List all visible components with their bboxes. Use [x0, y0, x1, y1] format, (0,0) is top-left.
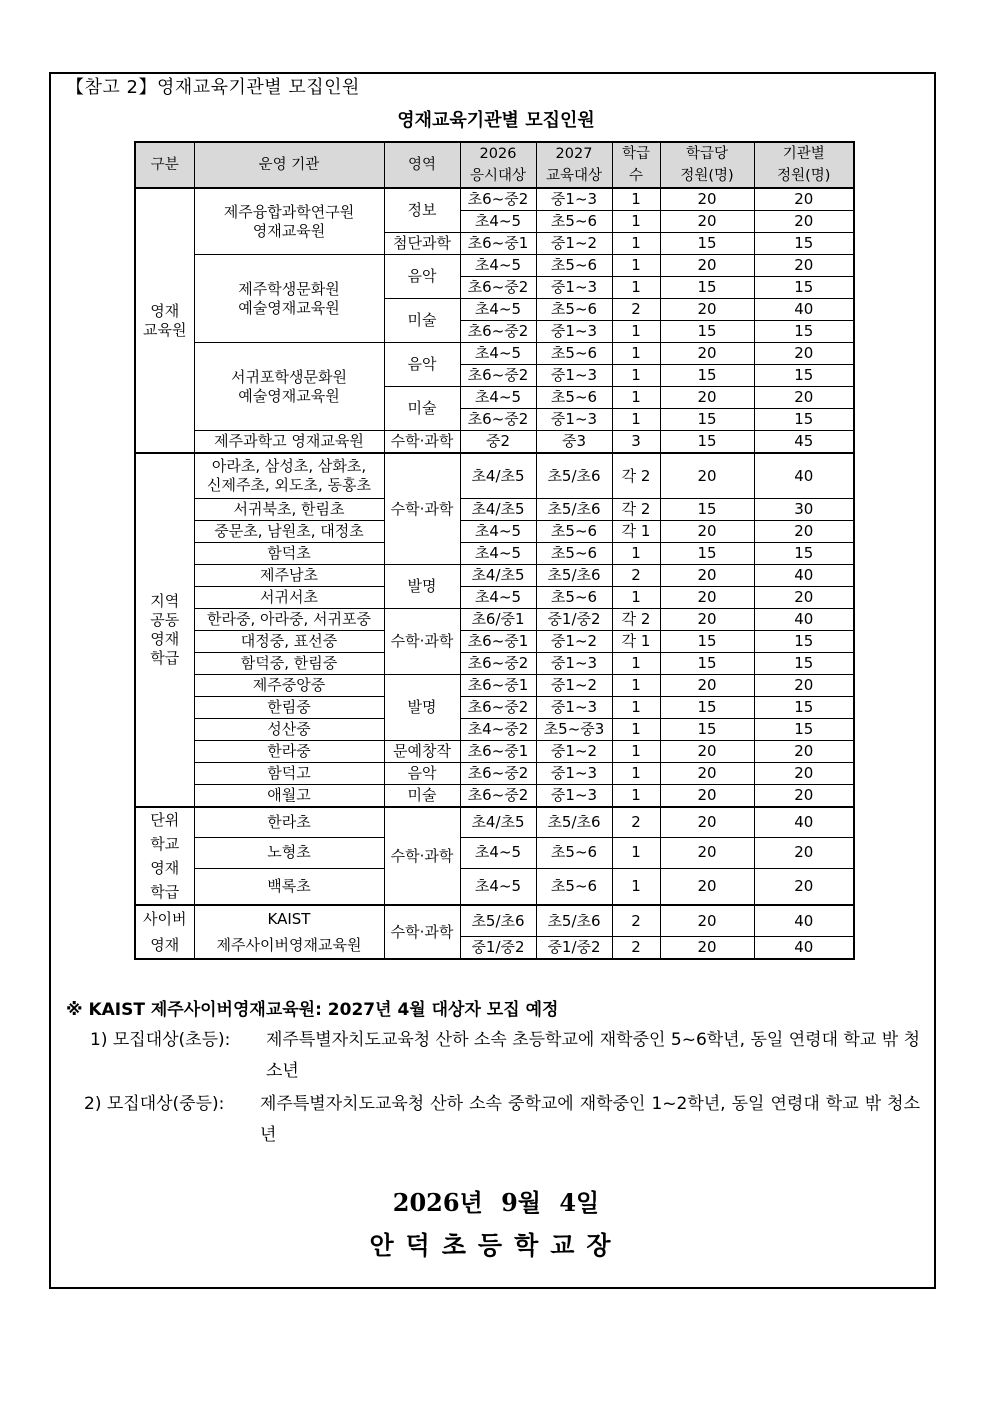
target-2027-cell: 초5~6 [536, 521, 612, 543]
per-institution-cell: 20 [754, 763, 854, 785]
classes-cell: 1 [612, 255, 660, 277]
target-2027-cell: 초5~6 [536, 299, 612, 321]
per-institution-cell: 40 [754, 299, 854, 321]
per-institution-cell: 15 [754, 365, 854, 387]
document-date: 2026년 9월 4일 [392, 1188, 600, 1217]
classes-cell: 1 [612, 697, 660, 719]
target-2026-cell: 초6~중2 [460, 365, 536, 387]
section-gifted-center: 영재 교육원 [135, 188, 194, 453]
per-institution-cell: 20 [754, 741, 854, 763]
classes-cell: 2 [612, 565, 660, 587]
per-institution-cell: 40 [754, 453, 854, 499]
table-row [135, 785, 854, 808]
per-class-cell: 15 [660, 697, 754, 719]
target-2027-cell: 중1~3 [536, 321, 612, 343]
target-2026-cell: 초6~중2 [460, 653, 536, 675]
reference-title: 【참고 2】영재교육기관별 모집인원 [66, 77, 360, 98]
target-2026-cell: 초4/초5 [460, 499, 536, 521]
field-cell: 미술 [384, 387, 460, 431]
per-class-cell: 15 [660, 321, 754, 343]
classes-cell: 2 [612, 937, 660, 960]
kaist-note: ※ KAIST 제주사이버영재교육원: 2027년 4월 대상자 모집 예정 [66, 1000, 559, 1020]
per-class-cell: 20 [660, 299, 754, 321]
classes-cell: 1 [612, 763, 660, 785]
per-class-cell: 20 [660, 837, 754, 869]
classes-cell: 2 [612, 299, 660, 321]
classes-cell: 1 [612, 277, 660, 299]
target-2026-cell: 초6~중2 [460, 188, 536, 211]
per-class-cell: 20 [660, 565, 754, 587]
per-class-cell: 15 [660, 233, 754, 255]
signer: 안덕초등학교장 [369, 1231, 623, 1260]
target-2027-cell: 초5/초6 [536, 807, 612, 837]
table-row [135, 807, 854, 837]
per-class-cell: 15 [660, 409, 754, 431]
field-cell: 수학·과학 [384, 905, 460, 959]
classes-cell: 1 [612, 343, 660, 365]
target-2026-cell: 초5/초6 [460, 905, 536, 937]
per-institution-cell: 15 [754, 409, 854, 431]
institution-cell: 백록초 [194, 869, 384, 905]
target-2027-cell: 중1/중2 [536, 609, 612, 631]
table-row [135, 431, 854, 454]
table-row [135, 741, 854, 763]
target-2026-cell: 초4~5 [460, 587, 536, 609]
target-2026-cell: 초4/초5 [460, 807, 536, 837]
institution-cell: 노형초 [194, 837, 384, 869]
field-cell: 문예창작 [384, 741, 460, 763]
per-institution-cell: 15 [754, 277, 854, 299]
per-class-cell: 20 [660, 343, 754, 365]
classes-cell: 1 [612, 719, 660, 741]
table-row [135, 521, 854, 543]
target-2027-cell: 중1~3 [536, 365, 612, 387]
table-row [135, 869, 854, 905]
field-cell: 발명 [384, 565, 460, 609]
classes-cell: 2 [612, 905, 660, 937]
per-institution-cell: 15 [754, 653, 854, 675]
target-2026-cell: 초6~중2 [460, 763, 536, 785]
institution-cell: 함덕초 [194, 543, 384, 565]
target-2026-cell: 초4~5 [460, 343, 536, 365]
header-category: 구분 [135, 142, 194, 188]
classes-cell: 1 [612, 365, 660, 387]
classes-cell: 1 [612, 653, 660, 675]
target-2026-cell: 초4~5 [460, 869, 536, 905]
field-cell: 음악 [384, 255, 460, 299]
per-institution-cell: 15 [754, 321, 854, 343]
per-institution-cell: 20 [754, 188, 854, 211]
target-2026-cell: 초6~중2 [460, 697, 536, 719]
table-row [135, 609, 854, 631]
classes-cell: 1 [612, 188, 660, 211]
classes-cell: 1 [612, 869, 660, 905]
institution-cell: 제주융합과학연구원 영재교육원 [194, 188, 384, 255]
target-2026-cell: 초6~중1 [460, 675, 536, 697]
target-2027-cell: 중1~3 [536, 785, 612, 808]
per-institution-cell: 15 [754, 543, 854, 565]
table-row [135, 675, 854, 697]
target-2027-cell: 중1/중2 [536, 937, 612, 960]
field-cell: 첨단과학 [384, 233, 460, 255]
target-2027-cell: 중1~2 [536, 233, 612, 255]
table-row [135, 453, 854, 499]
target-2026-cell: 초4~5 [460, 387, 536, 409]
table-row [135, 543, 854, 565]
classes-cell: 1 [612, 321, 660, 343]
per-institution-cell: 15 [754, 719, 854, 741]
per-institution-cell: 15 [754, 233, 854, 255]
institution-cell: 한라중 [194, 741, 384, 763]
target-2027-cell: 중1~2 [536, 631, 612, 653]
table-row [135, 255, 854, 277]
header-institution: 운영 기관 [194, 142, 384, 188]
target-2026-cell: 초6~중1 [460, 233, 536, 255]
institution-cell: 한라중, 아라중, 서귀포중 [194, 609, 384, 631]
institution-cell: 대정중, 표선중 [194, 631, 384, 653]
per-class-cell: 15 [660, 499, 754, 521]
per-class-cell: 20 [660, 587, 754, 609]
target-2027-cell: 초5/초6 [536, 905, 612, 937]
per-institution-cell: 20 [754, 521, 854, 543]
table-row [135, 565, 854, 587]
per-institution-cell: 20 [754, 675, 854, 697]
field-cell: 미술 [384, 785, 460, 808]
per-institution-cell: 20 [754, 869, 854, 905]
per-class-cell: 15 [660, 365, 754, 387]
target-2026-cell: 중1/중2 [460, 937, 536, 960]
header-target-2027: 2027 교육대상 [536, 142, 612, 188]
target-2026-cell: 초6/중1 [460, 609, 536, 631]
target-2027-cell: 중1~3 [536, 277, 612, 299]
per-class-cell: 15 [660, 277, 754, 299]
table-row [135, 905, 854, 937]
target-2026-cell: 초4~5 [460, 255, 536, 277]
header-per-institution: 기관별 정원(명) [754, 142, 854, 188]
institution-cell: KAIST 제주사이버영재교육원 [194, 905, 384, 959]
target-2026-cell: 초6~중1 [460, 741, 536, 763]
table-title: 영재교육기관별 모집인원 [397, 110, 595, 131]
per-institution-cell: 20 [754, 211, 854, 233]
target-2027-cell: 중1~3 [536, 653, 612, 675]
classes-cell: 1 [612, 211, 660, 233]
per-institution-cell: 40 [754, 937, 854, 960]
per-institution-cell: 40 [754, 807, 854, 837]
target-2026-cell: 초6~중2 [460, 277, 536, 299]
table-row [135, 697, 854, 719]
target-2026-cell: 초6~중2 [460, 785, 536, 808]
classes-cell: 2 [612, 807, 660, 837]
target-2027-cell: 초5/초6 [536, 499, 612, 521]
classes-cell: 1 [612, 233, 660, 255]
institution-cell: 서귀포학생문화원 예술영재교육원 [194, 343, 384, 431]
target-2026-cell: 초6~중2 [460, 321, 536, 343]
recruit-item-middle [84, 1089, 920, 1151]
per-class-cell: 20 [660, 905, 754, 937]
per-class-cell: 15 [660, 543, 754, 565]
institution-cell: 서귀북초, 한림초 [194, 499, 384, 521]
classes-cell: 각 1 [612, 631, 660, 653]
target-2026-cell: 초4/초5 [460, 453, 536, 499]
table-row [135, 837, 854, 869]
field-cell: 정보 [384, 188, 460, 233]
item-text: 제주특별자치도교육청 산하 소속 중학교에 재학중인 1~2학년, 동일 연령대 학교 밖 청소년 [260, 1094, 920, 1145]
target-2027-cell: 초5~6 [536, 869, 612, 905]
section-regional-class: 지역 공동 영재 학급 [135, 453, 194, 807]
institution-cell: 제주과학고 영재교육원 [194, 431, 384, 454]
per-class-cell: 15 [660, 719, 754, 741]
target-2027-cell: 초5/초6 [536, 453, 612, 499]
per-class-cell: 20 [660, 609, 754, 631]
classes-cell: 1 [612, 543, 660, 565]
field-cell: 수학·과학 [384, 609, 460, 675]
per-institution-cell: 45 [754, 431, 854, 454]
target-2027-cell: 초5~6 [536, 543, 612, 565]
target-2027-cell: 초5/초6 [536, 565, 612, 587]
institution-cell: 함덕중, 한림중 [194, 653, 384, 675]
item-text: 제주특별자치도교육청 산하 소속 초등학교에 재학중인 5~6학년, 동일 연령대 학교 밖 청소년 [266, 1030, 920, 1081]
institution-cell: 제주학생문화원 예술영재교육원 [194, 255, 384, 343]
target-2027-cell: 중1~3 [536, 409, 612, 431]
per-class-cell: 20 [660, 521, 754, 543]
per-institution-cell: 30 [754, 499, 854, 521]
target-2027-cell: 중1~3 [536, 697, 612, 719]
per-class-cell: 20 [660, 741, 754, 763]
item-label: 1) 모집대상(초등): [90, 1030, 231, 1050]
header-target-2026: 2026 응시대상 [460, 142, 536, 188]
per-institution-cell: 15 [754, 631, 854, 653]
header-per-class: 학급당 정원(명) [660, 142, 754, 188]
institution-cell: 애월고 [194, 785, 384, 808]
target-2026-cell: 중2 [460, 431, 536, 454]
classes-cell: 각 1 [612, 521, 660, 543]
institution-cell: 서귀서초 [194, 587, 384, 609]
target-2027-cell: 중1~2 [536, 675, 612, 697]
classes-cell: 3 [612, 431, 660, 454]
per-class-cell: 20 [660, 453, 754, 499]
per-institution-cell: 40 [754, 905, 854, 937]
table-header-row [135, 142, 854, 188]
target-2026-cell: 초4~5 [460, 211, 536, 233]
per-institution-cell: 15 [754, 697, 854, 719]
target-2027-cell: 초5~6 [536, 211, 612, 233]
target-2027-cell: 중1~3 [536, 763, 612, 785]
per-institution-cell: 20 [754, 255, 854, 277]
classes-cell: 1 [612, 587, 660, 609]
recruit-item-elementary [90, 1025, 920, 1087]
section-cyber: 사이버 영재 [135, 905, 194, 959]
classes-cell: 1 [612, 409, 660, 431]
classes-cell: 1 [612, 837, 660, 869]
per-class-cell: 20 [660, 255, 754, 277]
recruitment-table [134, 141, 855, 960]
field-cell: 발명 [384, 675, 460, 741]
per-class-cell: 20 [660, 188, 754, 211]
per-class-cell: 15 [660, 631, 754, 653]
target-2026-cell: 초4~5 [460, 521, 536, 543]
institution-cell: 성산중 [194, 719, 384, 741]
target-2026-cell: 초4~5 [460, 299, 536, 321]
per-class-cell: 20 [660, 937, 754, 960]
target-2026-cell: 초6~중1 [460, 631, 536, 653]
table-row [135, 188, 854, 211]
institution-cell: 중문초, 남원초, 대정초 [194, 521, 384, 543]
per-class-cell: 15 [660, 653, 754, 675]
field-cell: 미술 [384, 299, 460, 343]
per-institution-cell: 20 [754, 343, 854, 365]
per-institution-cell: 20 [754, 837, 854, 869]
target-2027-cell: 초5~중3 [536, 719, 612, 741]
field-cell: 수학·과학 [384, 431, 460, 454]
classes-cell: 1 [612, 785, 660, 808]
per-class-cell: 20 [660, 807, 754, 837]
classes-cell: 각 2 [612, 609, 660, 631]
target-2026-cell: 초4~중2 [460, 719, 536, 741]
per-institution-cell: 20 [754, 785, 854, 808]
classes-cell: 1 [612, 675, 660, 697]
target-2026-cell: 초6~중2 [460, 409, 536, 431]
table-row [135, 343, 854, 365]
per-institution-cell: 40 [754, 565, 854, 587]
institution-cell: 함덕고 [194, 763, 384, 785]
target-2027-cell: 중1~3 [536, 188, 612, 211]
classes-cell: 1 [612, 387, 660, 409]
target-2027-cell: 초5~6 [536, 343, 612, 365]
per-class-cell: 20 [660, 869, 754, 905]
classes-cell: 1 [612, 741, 660, 763]
per-class-cell: 20 [660, 675, 754, 697]
per-institution-cell: 20 [754, 387, 854, 409]
target-2027-cell: 초5~6 [536, 387, 612, 409]
target-2026-cell: 초4~5 [460, 837, 536, 869]
field-cell: 수학·과학 [384, 807, 460, 905]
target-2027-cell: 초5~6 [536, 837, 612, 869]
institution-cell: 제주중앙중 [194, 675, 384, 697]
per-class-cell: 20 [660, 387, 754, 409]
table-row [135, 653, 854, 675]
classes-cell: 각 2 [612, 453, 660, 499]
institution-cell: 아라초, 삼성초, 삼화초, 신제주초, 외도초, 동홍초 [194, 453, 384, 499]
field-cell: 음악 [384, 343, 460, 387]
target-2027-cell: 초5~6 [536, 587, 612, 609]
table-row [135, 763, 854, 785]
table-row [135, 499, 854, 521]
header-field: 영역 [384, 142, 460, 188]
institution-cell: 제주남초 [194, 565, 384, 587]
target-2027-cell: 중1~2 [536, 741, 612, 763]
per-institution-cell: 40 [754, 609, 854, 631]
institution-cell: 한라초 [194, 807, 384, 837]
item-label: 2) 모집대상(중등): [84, 1094, 225, 1114]
institution-cell: 한림중 [194, 697, 384, 719]
header-classes: 학급 수 [612, 142, 660, 188]
target-2027-cell: 중3 [536, 431, 612, 454]
field-cell: 수학·과학 [384, 453, 460, 565]
per-class-cell: 20 [660, 763, 754, 785]
target-2027-cell: 초5~6 [536, 255, 612, 277]
classes-cell: 각 2 [612, 499, 660, 521]
table-row [135, 631, 854, 653]
section-school-class: 단위 학교 영재 학급 [135, 807, 194, 905]
field-cell: 음악 [384, 763, 460, 785]
target-2026-cell: 초4~5 [460, 543, 536, 565]
per-class-cell: 20 [660, 211, 754, 233]
target-2026-cell: 초4/초5 [460, 565, 536, 587]
table-row [135, 587, 854, 609]
per-class-cell: 20 [660, 785, 754, 808]
table-row [135, 719, 854, 741]
per-institution-cell: 20 [754, 587, 854, 609]
per-class-cell: 15 [660, 431, 754, 454]
